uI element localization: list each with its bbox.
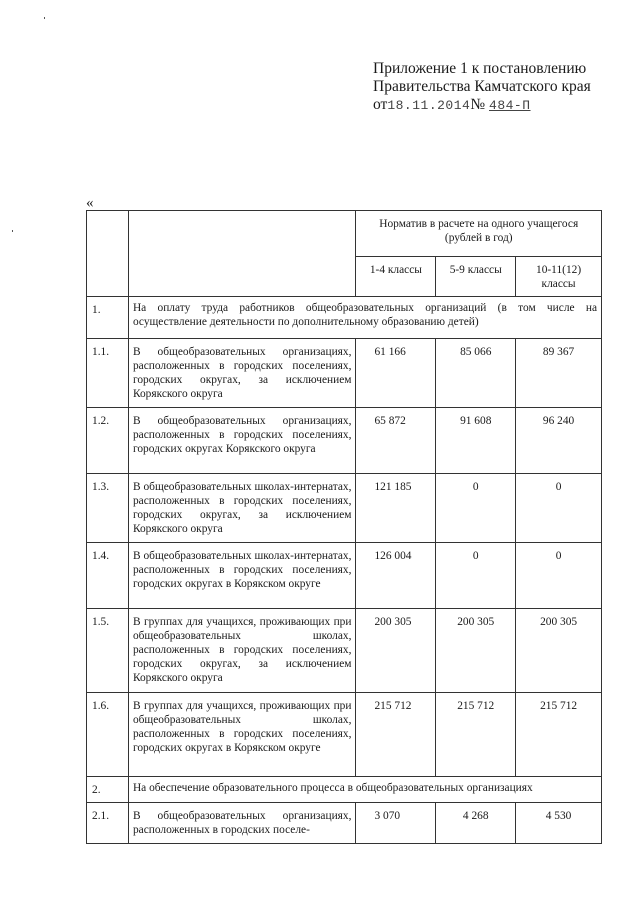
table-row — [87, 693, 602, 777]
table-header-row — [87, 211, 602, 257]
table-row — [87, 339, 602, 408]
column-header-5-9: 5-9 классы — [436, 257, 516, 297]
number-sign: № — [470, 96, 486, 113]
header-line-2: Правительства Камчатского края — [373, 78, 591, 95]
row-value-1-4: 200 305 — [356, 609, 436, 693]
header-empty-index — [87, 211, 129, 297]
row-value-5-9: 4 268 — [436, 803, 516, 844]
normative-header: Норматив в расчете на одного учащегося (рублей в год) — [356, 211, 602, 257]
row-value-5-9: 215 712 — [436, 693, 516, 777]
row-value-10-11: 89 367 — [516, 339, 602, 408]
row-index: 1.1. — [87, 339, 129, 408]
row-value-1-4: 121 185 — [356, 474, 436, 543]
row-description: В группах для учащихся, проживающих при общеобразовательных школах, расположенных в городских поселениях, городских округах, за исключением Корякского округа — [128, 609, 356, 693]
row-value-1-4: 215 712 — [356, 693, 436, 777]
row-value-5-9: 85 066 — [436, 339, 516, 408]
scan-speck — [44, 17, 45, 19]
table-row — [87, 408, 602, 474]
row-value-5-9: 0 — [436, 543, 516, 609]
row-value-1-4: 3 070 — [356, 803, 436, 844]
table-row — [87, 474, 602, 543]
row-index: 1.3. — [87, 474, 129, 543]
row-description: В общеобразовательных организациях, расположенных в городских поселениях, городских округах Корякского округа — [128, 408, 356, 474]
row-description: В общеобразовательных организациях, расположенных в городских поселениях, городских округах, за исключением Корякского округа — [128, 339, 356, 408]
appendix-header — [373, 60, 628, 115]
row-value-10-11: 4 530 — [516, 803, 602, 844]
row-index: 1.6. — [87, 693, 129, 777]
row-value-10-11: 200 305 — [516, 609, 602, 693]
row-value-5-9: 0 — [436, 474, 516, 543]
section-row — [87, 297, 602, 339]
row-description: На оплату труда работников общеобразовательных организаций (в том числе на осуществление деятельности по дополнительному образованию детей) — [128, 297, 601, 339]
normatives-table — [86, 210, 602, 844]
row-index: 1.4. — [87, 543, 129, 609]
row-value-10-11: 96 240 — [516, 408, 602, 474]
row-index: 1.2. — [87, 408, 129, 474]
table-row — [87, 543, 602, 609]
row-index: 1. — [87, 297, 129, 339]
header-line-3 — [373, 96, 628, 115]
row-description: В группах для учащихся, проживающих при общеобразовательных школах, расположенных в городских поселениях, городских округах в Корякском округе — [128, 693, 356, 777]
row-index: 2. — [87, 777, 129, 803]
date-prefix: от — [373, 96, 388, 113]
row-description: В общеобразовательных организациях, расположенных в городских поселе- — [128, 803, 356, 844]
row-index: 1.5. — [87, 609, 129, 693]
scan-speck — [12, 230, 13, 232]
header-empty-description — [128, 211, 356, 297]
row-value-10-11: 215 712 — [516, 693, 602, 777]
header-line-1: Приложение 1 к постановлению — [373, 60, 587, 77]
row-description: На обеспечение образовательного процесса в общеобразовательных организациях — [128, 777, 601, 803]
opening-quote: « — [86, 195, 94, 211]
row-description: В общеобразовательных школах-интернатах, расположенных в городских поселениях, городских округах, за исключением Корякского округа — [128, 474, 356, 543]
row-value-1-4: 61 166 — [356, 339, 436, 408]
table-row — [87, 803, 602, 844]
section-row — [87, 777, 602, 803]
row-description: В общеобразовательных школах-интернатах, расположенных в городских поселениях, городских округах в Корякском округе — [128, 543, 356, 609]
row-index: 2.1. — [87, 803, 129, 844]
table-row — [87, 609, 602, 693]
resolution-date: 18.11.2014 — [387, 98, 471, 113]
column-header-10-11: 10-11(12) классы — [516, 257, 602, 297]
resolution-number: 484-П — [489, 98, 531, 113]
row-value-10-11: 0 — [516, 474, 602, 543]
row-value-1-4: 65 872 — [356, 408, 436, 474]
row-value-1-4: 126 004 — [356, 543, 436, 609]
row-value-5-9: 200 305 — [436, 609, 516, 693]
row-value-10-11: 0 — [516, 543, 602, 609]
column-header-1-4: 1-4 классы — [356, 257, 436, 297]
row-value-5-9: 91 608 — [436, 408, 516, 474]
